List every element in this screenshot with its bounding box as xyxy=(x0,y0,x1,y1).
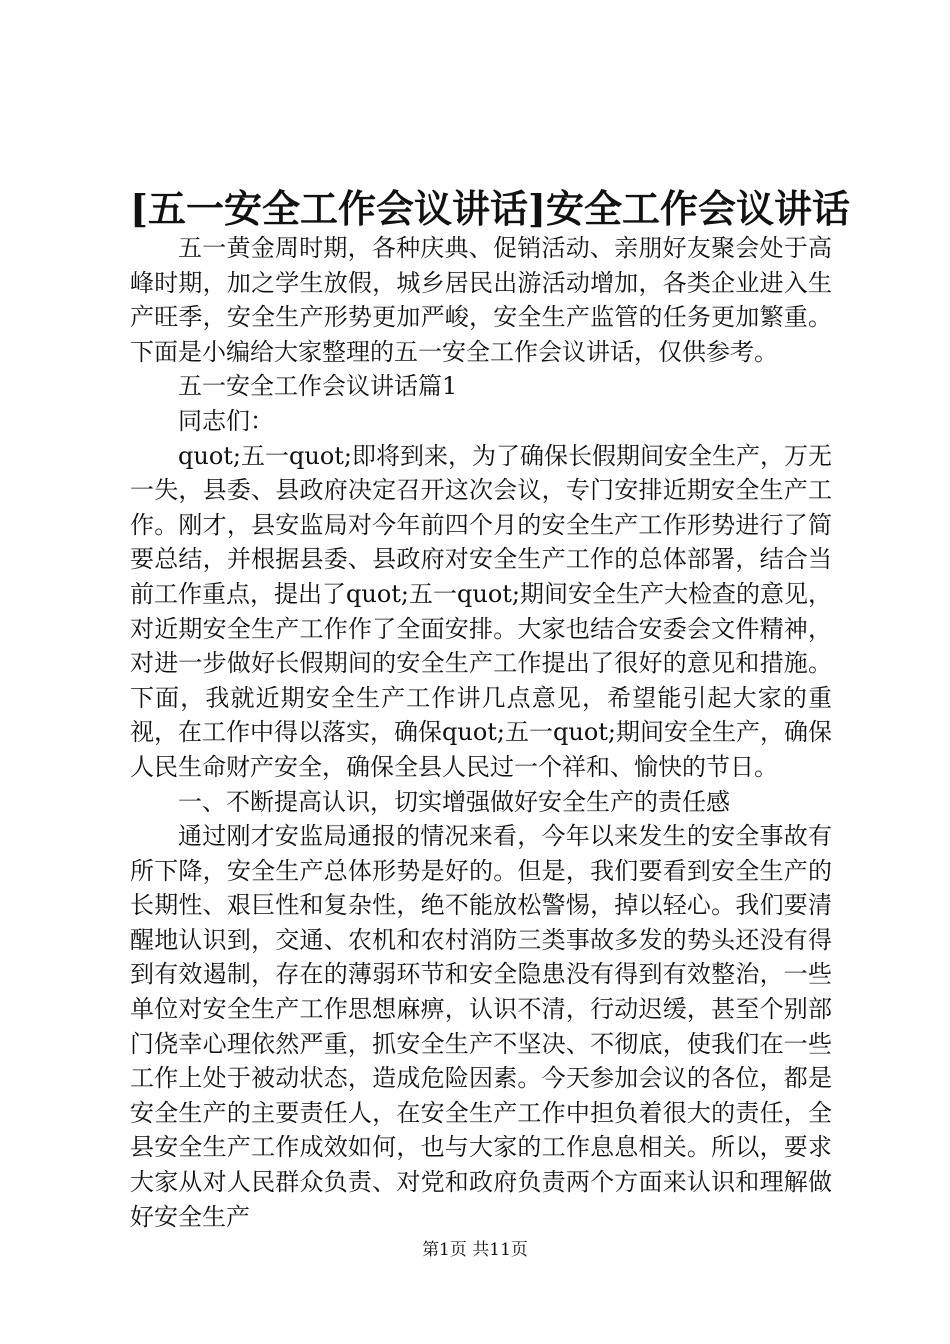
body-paragraph: quot;五一quot;即将到来，为了确保长假期间安全生产，万无一失，县委、县政府决定召开这次会议，专门安排近期安全生产工作。刚才，县安监局对今年前四个月的安全生产工作形势进行了简要总结，并根据县委、县政府对安全生产工作的总体部署，结合当前工作重点，提出了quot;五一quot;期间安全生产大检查的意见，对近期安全生产工作作了全面安排。大家也结合安委会文件精神，对进一步做好长假期间的安全生产工作提出了很好的意见和措施。下面，我就近期安全生产工作讲几点意见，希望能引起大家的重视，在工作中得以落实，确保quot;五一quot;期间安全生产，确保人民生命财产安全，确保全县人民过一个祥和、愉快的节日。 xyxy=(130,441,832,781)
body-paragraph: 通过刚才安监局通报的情况来看，今年以来发生的安全事故有所下降，安全生产总体形势是好的。但是，我们要看到安全生产的长期性、艰巨性和复杂性，绝不能放松警惕，掉以轻心。我们要清醒地认识到，交通、农机和农村消防三类事故多发的势头还没有得到有效遏制，存在的薄弱环节和安全隐患没有得到有效整治，一些单位对安全生产工作思想麻痹，认识不清，行动迟缓，甚至个别部门侥幸心理依然严重，抓安全生产不坚决、不彻底，使我们在一些工作上处于被动状态，造成危险因素。今天参加会议的各位，都是安全生产的主要责任人，在安全生产工作中担负着很大的责任，全县安全生产工作成效如何，也与大家的工作息息相关。所以，要求大家从对人民群众负责、对党和政府负责两个方面来认识和理解做好安全生产 xyxy=(130,822,832,1231)
page-number-footer: 第1页 共11页 xyxy=(422,1240,528,1260)
intro-paragraph: 五一黄金周时期，各种庆典、促销活动、亲朋好友聚会处于高峰时期，加之学生放假，城乡居民出游活动增加，各类企业进入生产旺季，安全生产形势更加严峻，安全生产监管的任务更加繁重。下面是小编给大家整理的五一安全工作会议讲话，仅供参考。 xyxy=(130,234,832,366)
document-body xyxy=(130,231,832,1234)
subsection-heading: 一、不断提高认识，切实增强做好安全生产的责任感 xyxy=(178,787,730,816)
section-heading: 五一安全工作会议讲话篇1 xyxy=(178,372,458,401)
document-title: [五一安全工作会议讲话]安全工作会议讲话 xyxy=(130,186,850,231)
salutation: 同志们： xyxy=(178,406,274,435)
